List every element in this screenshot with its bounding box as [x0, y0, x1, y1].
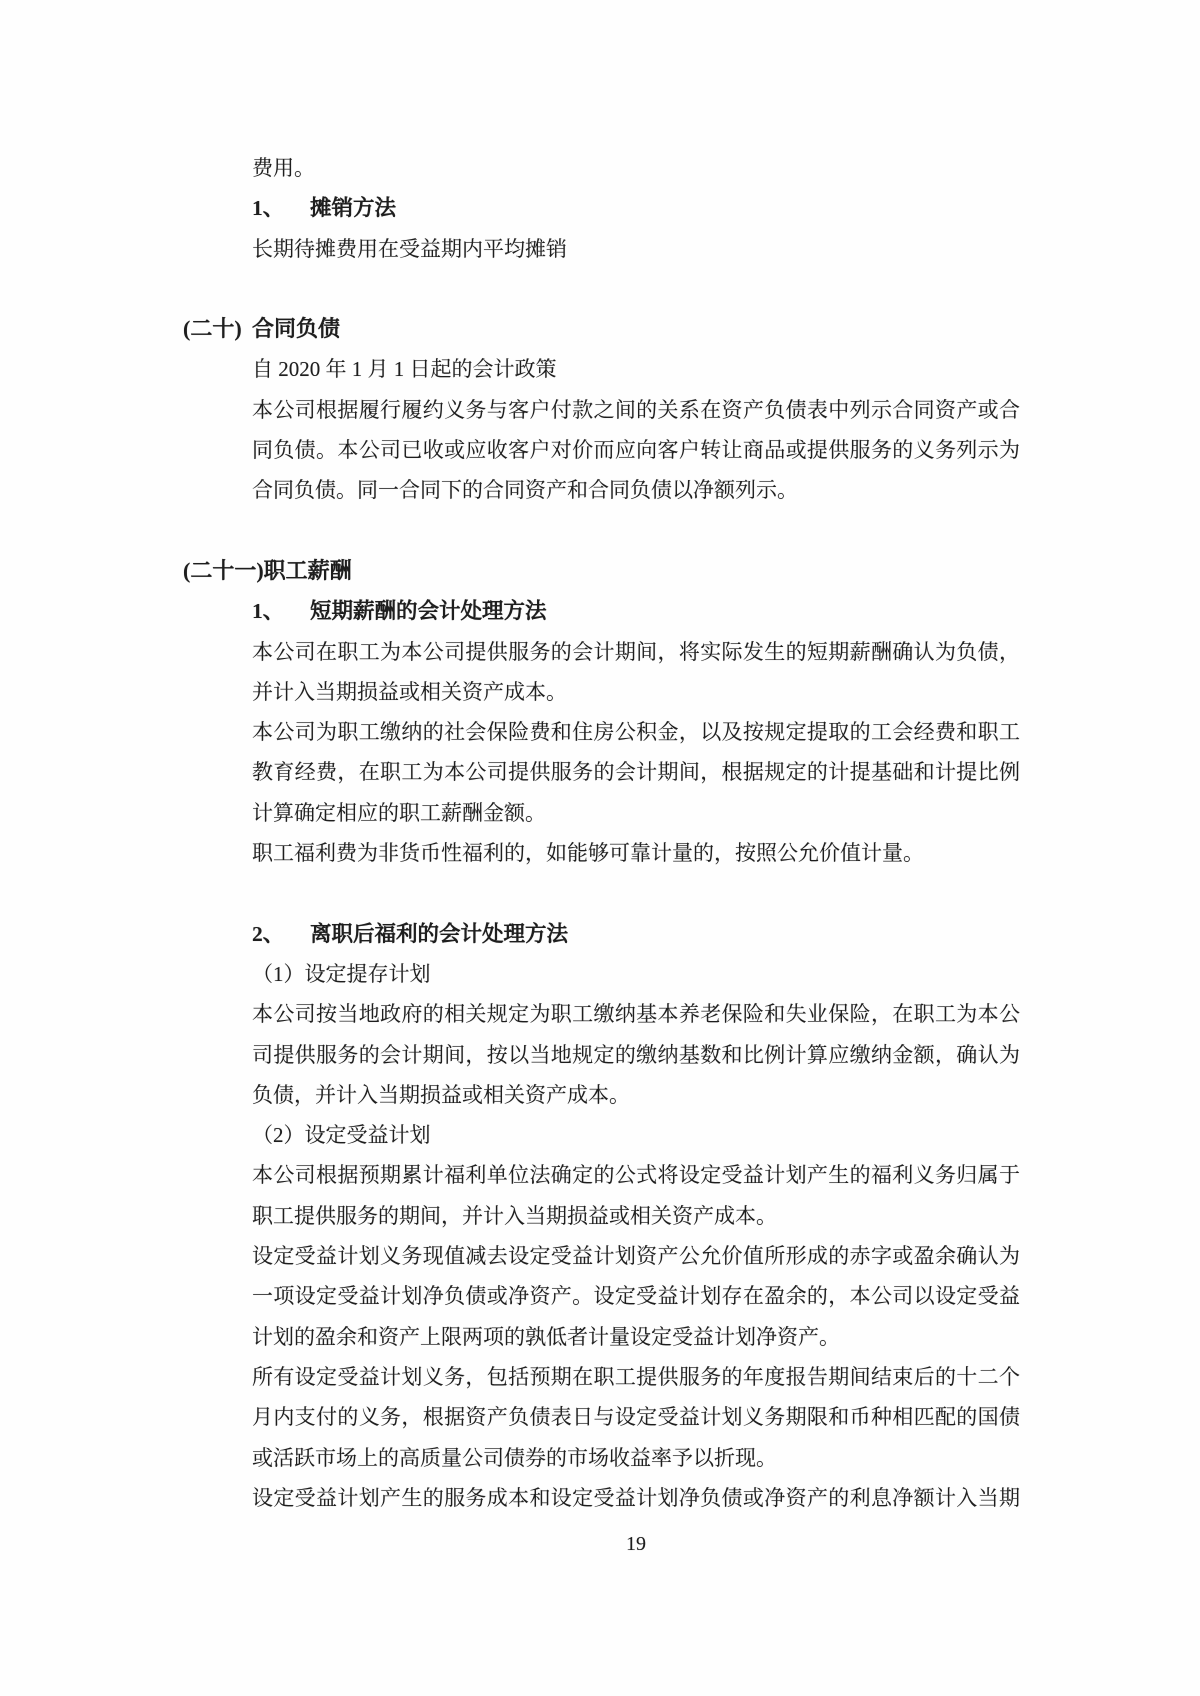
text-line: 设定受益计划产生的服务成本和设定受益计划净负债或净资产的利息净额计入当期: [252, 1485, 1020, 1510]
text-line: 本公司按当地政府的相关规定为职工缴纳基本养老保险和失业保险，在职工为本公: [252, 1002, 1020, 1027]
text-line: 合同负债。同一合同下的合同资产和合同负债以净额列示。: [252, 478, 798, 503]
document-text-content: [183, 148, 1020, 1518]
section-number: (二十): [183, 316, 242, 342]
text-line: 长期待摊费用在受益期内平均摊销: [252, 236, 567, 261]
text-line: 本公司根据预期累计福利单位法确定的公式将设定受益计划产生的福利义务归属于: [252, 1163, 1020, 1188]
text-line: 负债，并计入当期损益或相关资产成本。: [252, 1082, 630, 1107]
text-line: （2）设定受益计划: [252, 1123, 431, 1148]
text-line: 本公司根据履行履约义务与客户付款之间的关系在资产负债表中列示合同资产或合: [252, 397, 1020, 422]
text-line: 职工提供服务的期间，并计入当期损益或相关资产成本。: [252, 1203, 777, 1228]
subsection-title: 短期薪酬的会计处理方法: [310, 599, 547, 624]
subsection-number: 1、: [252, 196, 285, 221]
text-line: 或活跃市场上的高质量公司债券的市场收益率予以折现。: [252, 1445, 777, 1470]
text-line: （1）设定提存计划: [252, 961, 431, 986]
text-line: 计算确定相应的职工薪酬金额。: [252, 800, 546, 825]
text-line: 同负债。本公司已收或应收客户对价而应向客户转让商品或提供服务的义务列示为: [252, 438, 1020, 463]
subsection-heading: [252, 591, 1020, 631]
line-spacer: [183, 873, 1020, 913]
text-line: 自 2020 年 1 月 1 日起的会计政策: [252, 357, 557, 382]
section-number: (二十一): [183, 557, 264, 583]
subsection-number: 1、: [252, 599, 285, 624]
text-line: 一项设定受益计划净负债或净资产。设定受益计划存在盈余的，本公司以设定受益: [252, 1284, 1020, 1309]
text-line: 司提供服务的会计期间，按以当地规定的缴纳基数和比例计算应缴纳金额，确认为: [252, 1042, 1020, 1067]
text-line: 本公司为职工缴纳的社会保险费和住房公积金，以及按规定提取的工会经费和职工: [252, 720, 1020, 745]
text-line: 教育经费，在职工为本公司提供服务的会计期间，根据规定的计提基础和计提比例: [252, 760, 1020, 785]
section-heading: [183, 309, 1020, 349]
text-line: 计划的盈余和资产上限两项的孰低者计量设定受益计划净资产。: [252, 1324, 840, 1349]
subsection-title: 离职后福利的会计处理方法: [310, 921, 569, 946]
section-title: 合同负债: [252, 316, 341, 342]
subsection-title: 摊销方法: [310, 196, 397, 221]
text-line: 本公司在职工为本公司提供服务的会计期间，将实际发生的短期薪酬确认为负债，: [252, 639, 1020, 664]
text-line: 设定受益计划义务现值减去设定受益计划资产公允价值所形成的赤字或盈余确认为: [252, 1244, 1020, 1269]
subsection-heading: [252, 188, 1020, 228]
text-line: 月内支付的义务，根据资产负债表日与设定受益计划义务期限和币种相匹配的国债: [252, 1405, 1020, 1430]
line-spacer: [183, 269, 1020, 309]
subsection-heading: [252, 914, 1020, 954]
line-spacer: [183, 511, 1020, 551]
text-line: 费用。: [252, 156, 315, 180]
subsection-number: 2、: [252, 921, 285, 946]
text-line: 职工福利费为非货币性福利的，如能够可靠计量的，按照公允价值计量。: [252, 841, 924, 866]
text-line: 并计入当期损益或相关资产成本。: [252, 679, 567, 704]
section-title: 职工薪酬: [263, 557, 352, 583]
text-line: 所有设定受益计划义务，包括预期在职工提供服务的年度报告期间结束后的十二个: [252, 1364, 1020, 1389]
section-heading: [183, 551, 1020, 591]
page-number: 19: [626, 1533, 646, 1555]
